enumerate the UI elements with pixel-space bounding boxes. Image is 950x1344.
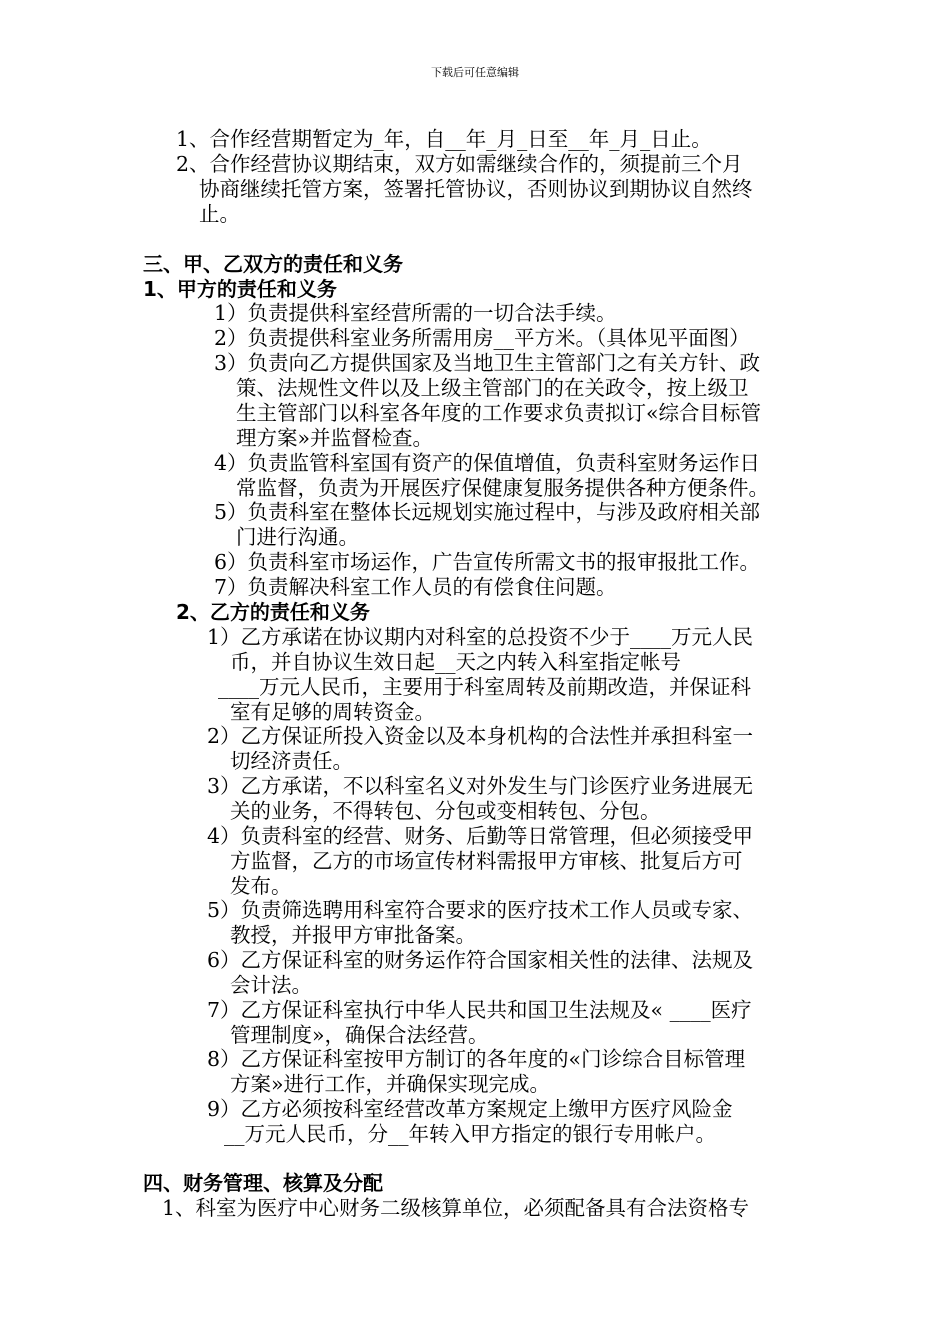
party-a-item-3-line-2: 策、法规性文件以及上级主管部门的在关政令，按上级卫 [236, 376, 749, 400]
term-item-2-line-1: 2、合作经营协议期结束，双方如需继续合作的，须提前三个月 [176, 152, 743, 176]
party-a-item-5-line-1: 5）负责科室在整体长远规划实施过程中，与涉及政府相关部 [214, 500, 761, 524]
party-b-item-4-line-3: 发布。 [230, 874, 292, 898]
party-b-item-8-line-2: 方案»进行工作，并确保实现完成。 [230, 1072, 551, 1096]
party-b-heading: 2、乙方的责任和义务 [176, 600, 370, 624]
party-a-item-3-line-4: 理方案»并监督检查。 [236, 426, 434, 450]
party-b-item-5-line-1: 5）负责筛选聘用科室符合要求的医疗技术工作人员或专家、 [207, 898, 754, 922]
party-a-item-7: 7）负责解决科室工作人员的有偿食住问题。 [214, 575, 617, 599]
party-b-item-2-line-2: 切经济责任。 [230, 749, 353, 773]
party-a-heading: 1、甲方的责任和义务 [143, 277, 337, 301]
term-item-2-line-2: 协商继续托管方案，签署托管协议，否则协议到期协议自然终 [199, 177, 753, 201]
term-item-2-line-3: 止。 [199, 202, 240, 226]
page-header-note: 下载后可任意编辑 [431, 66, 519, 79]
party-b-item-9-line-2: __万元人民币，分__年转入甲方指定的银行专用帐户。 [224, 1122, 716, 1146]
party-b-item-1-line-1: 1）乙方承诺在协议期内对科室的总投资不少于____万元人民 [207, 625, 754, 649]
section-four-title: 四、财务管理、核算及分配 [143, 1171, 383, 1195]
party-a-item-5-line-2: 门进行沟通。 [236, 525, 359, 549]
party-b-item-3-line-2: 关的业务，不得转包、分包或变相转包、分包。 [230, 799, 661, 823]
party-b-item-2-line-1: 2）乙方保证所投入资金以及本身机构的合法性并承担科室一 [207, 724, 754, 748]
party-a-item-2: 2）负责提供科室业务所需用房__平方米。（具体见平面图） [214, 326, 750, 350]
party-b-item-7-line-1: 7）乙方保证科室执行中华人民共和国卫生法规及« ____医疗 [207, 998, 752, 1022]
party-a-item-3-line-3: 生主管部门以科室各年度的工作要求负责拟订«综合目标管 [236, 401, 762, 425]
party-a-item-1: 1）负责提供科室经营所需的一切合法手续。 [214, 301, 617, 325]
party-b-item-4-line-2: 方监督，乙方的市场宣传材料需报甲方审核、批复后方可 [230, 849, 743, 873]
party-b-item-4-line-1: 4）负责科室的经营、财务、后勤等日常管理，但必须接受甲 [207, 824, 754, 848]
party-a-item-4-line-1: 4）负责监管科室国有资产的保值增值，负责科室财务运作日 [214, 451, 761, 475]
party-b-item-6-line-2: 会计法。 [230, 973, 312, 997]
party-a-item-4-line-2: 常监督，负责为开展医疗保健康复服务提供各种方便条件。 [236, 476, 769, 500]
party-b-item-6-line-1: 6）乙方保证科室的财务运作符合国家相关性的法律、法规及 [207, 948, 754, 972]
section-three-title: 三、甲、乙双方的责任和义务 [143, 252, 403, 276]
term-item-1: 1、合作经营期暂定为_年，自__年_月_日至__年_月_日止。 [176, 127, 712, 151]
party-a-item-3-line-1: 3）负责向乙方提供国家及当地卫生主管部门之有关方针、政 [214, 351, 761, 375]
party-b-item-1-line-2: 币，并自协议生效日起__天之内转入科室指定帐号 [230, 650, 681, 674]
party-b-item-8-line-1: 8）乙方保证科室按甲方制订的各年度的«门诊综合目标管理 [207, 1047, 746, 1071]
party-b-item-3-line-1: 3）乙方承诺，不以科室名义对外发生与门诊医疗业务进展无 [207, 774, 754, 798]
party-b-item-9-line-1: 9）乙方必须按科室经营改革方案规定上缴甲方医疗风险金 [207, 1097, 733, 1121]
party-a-item-6: 6）负责科室市场运作，广告宣传所需文书的报审报批工作。 [214, 550, 761, 574]
party-b-item-1-line-3: ____万元人民币，主要用于科室周转及前期改造，并保证科 [218, 675, 751, 699]
party-b-item-5-line-2: 教授，并报甲方审批备案。 [230, 923, 476, 947]
section-four-item-1: 1、科室为医疗中心财务二级核算单位，必须配备具有合法资格专 [162, 1196, 750, 1220]
party-b-item-7-line-2: 管理制度»，确保合法经营。 [230, 1023, 489, 1047]
party-b-item-1-line-4: 室有足够的周转资金。 [230, 700, 435, 724]
